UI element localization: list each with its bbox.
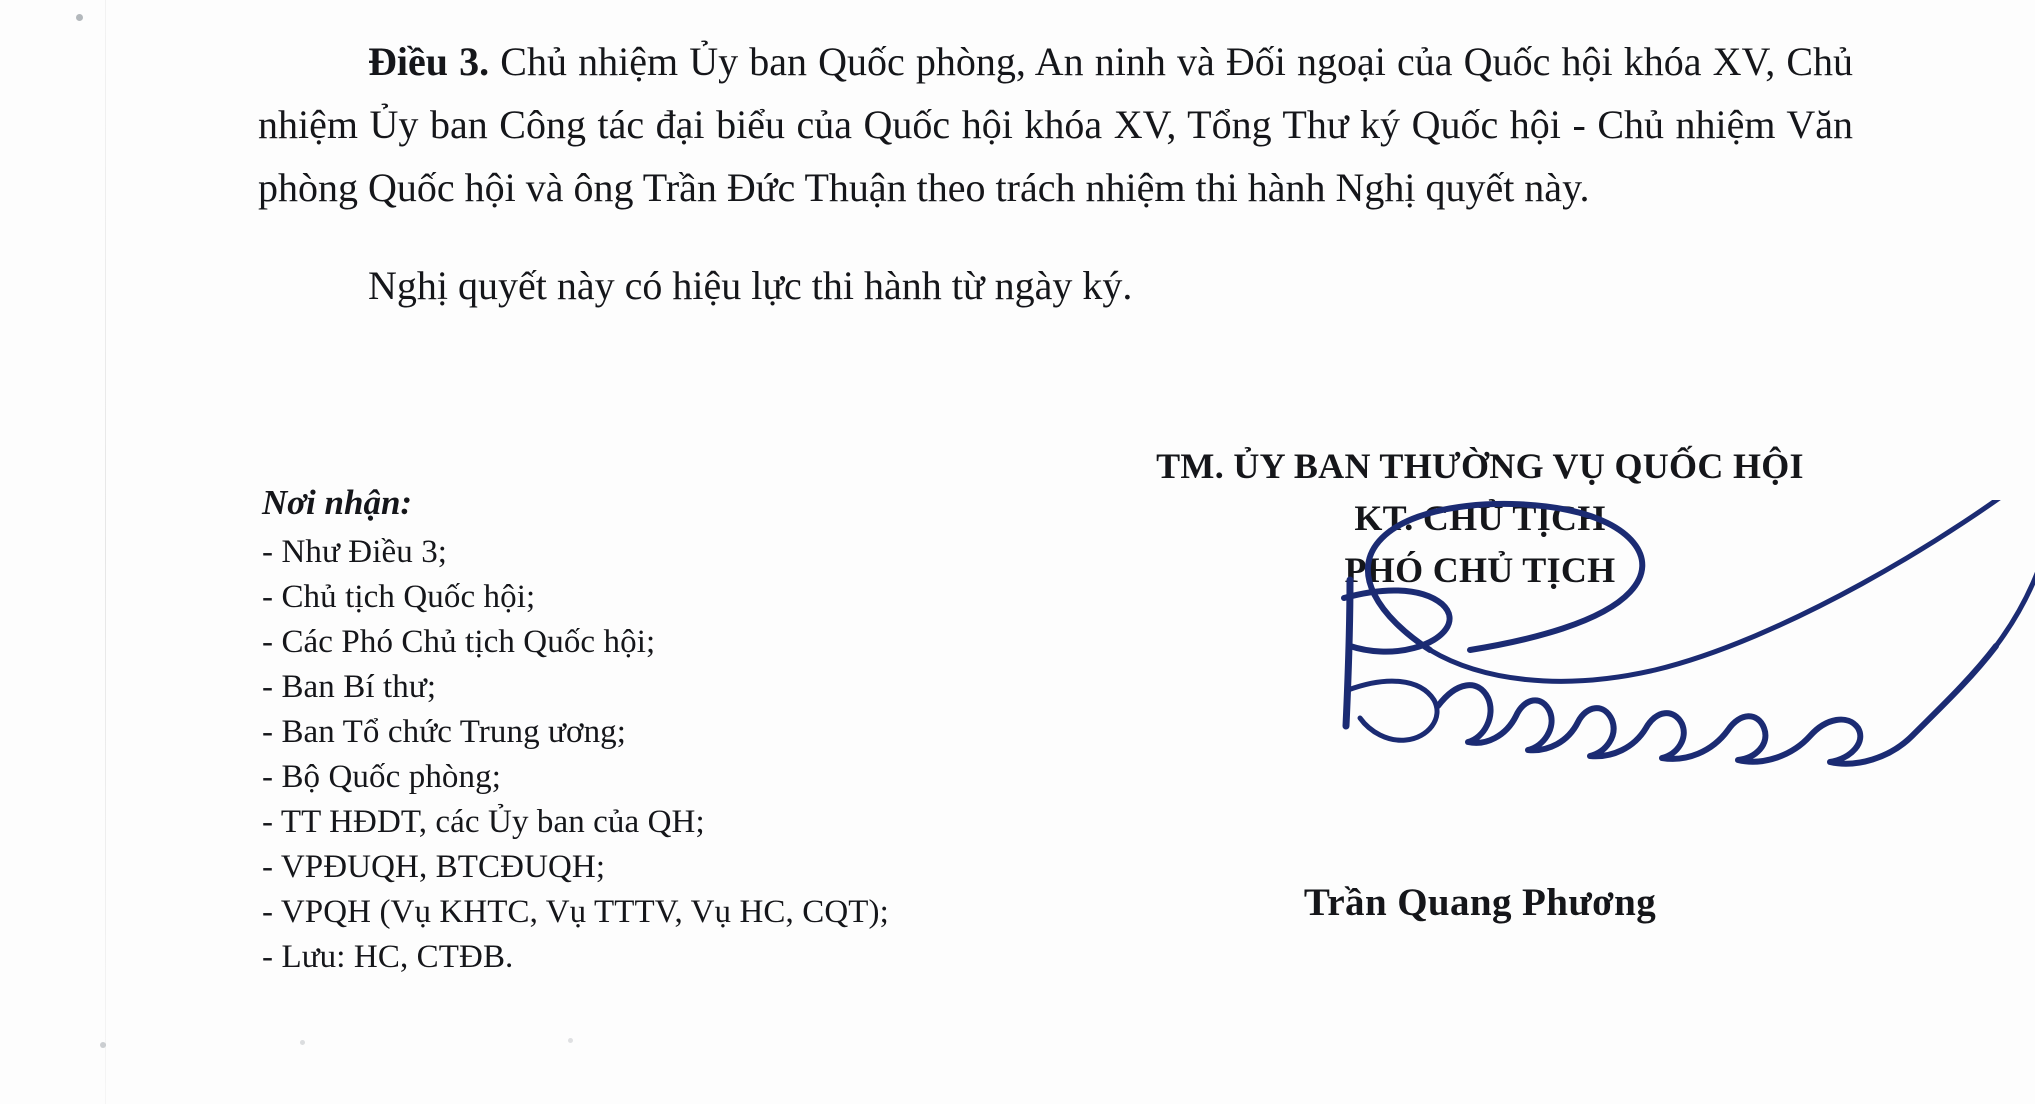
document-body <box>258 30 1853 317</box>
recipient-item: - Các Phó Chủ tịch Quốc hội; <box>262 624 656 660</box>
article-3-text: Chủ nhiệm Ủy ban Quốc phòng, An ninh và Đối ngoại của Quốc hội khóa XV, Chủ nhiệm Ủy ban Công tác đại biểu của Quốc hội khóa XV, Tổng Thư ký Quốc hội - Chủ nhiệm Văn phòng Quốc hội và ông Trần Đức Thuận theo trách nhiệm thi hành Nghị quyết này. <box>258 39 1854 210</box>
page-fold-line <box>105 0 106 1104</box>
recipient-item: - VPQH (Vụ KHTC, Vụ TTTV, Vụ HC, CQT); <box>262 894 889 930</box>
scan-speck <box>100 1042 106 1048</box>
recipients-block <box>262 480 889 980</box>
effective-date-paragraph <box>258 254 1853 317</box>
article-3-label: Điều 3. <box>368 39 490 84</box>
signature-authority-line-3: PHÓ CHỦ TỊCH <box>1344 550 1616 590</box>
recipients-title: Nơi nhận: <box>262 483 413 522</box>
recipient-item: - Bộ Quốc phòng; <box>262 759 501 795</box>
effective-date-text: Nghị quyết này có hiệu lực thi hành từ ngày ký. <box>368 263 1133 308</box>
signer-name: Trần Quang Phương <box>1303 881 1657 924</box>
signature-authority-block <box>1080 440 1880 596</box>
recipient-item: - VPĐUQH, BTCĐUQH; <box>262 849 606 885</box>
article-3-paragraph <box>258 30 1853 219</box>
recipient-item: - Ban Tổ chức Trung ương; <box>262 714 627 750</box>
recipient-item: - Chủ tịch Quốc hội; <box>262 579 536 615</box>
recipient-item: - Như Điều 3; <box>262 534 448 570</box>
scan-speck <box>568 1038 573 1043</box>
signature-authority-line-1: TM. ỦY BAN THƯỜNG VỤ QUỐC HỘI <box>1156 446 1804 486</box>
scan-speck <box>300 1040 305 1045</box>
recipient-item: - Lưu: HC, CTĐB. <box>262 939 514 975</box>
recipient-item: - Ban Bí thư; <box>262 669 437 705</box>
recipient-item: - TT HĐDT, các Ủy ban của QH; <box>262 804 705 840</box>
signature-authority-line-2: KT. CHỦ TỊCH <box>1354 498 1606 538</box>
scan-speck <box>76 14 83 21</box>
